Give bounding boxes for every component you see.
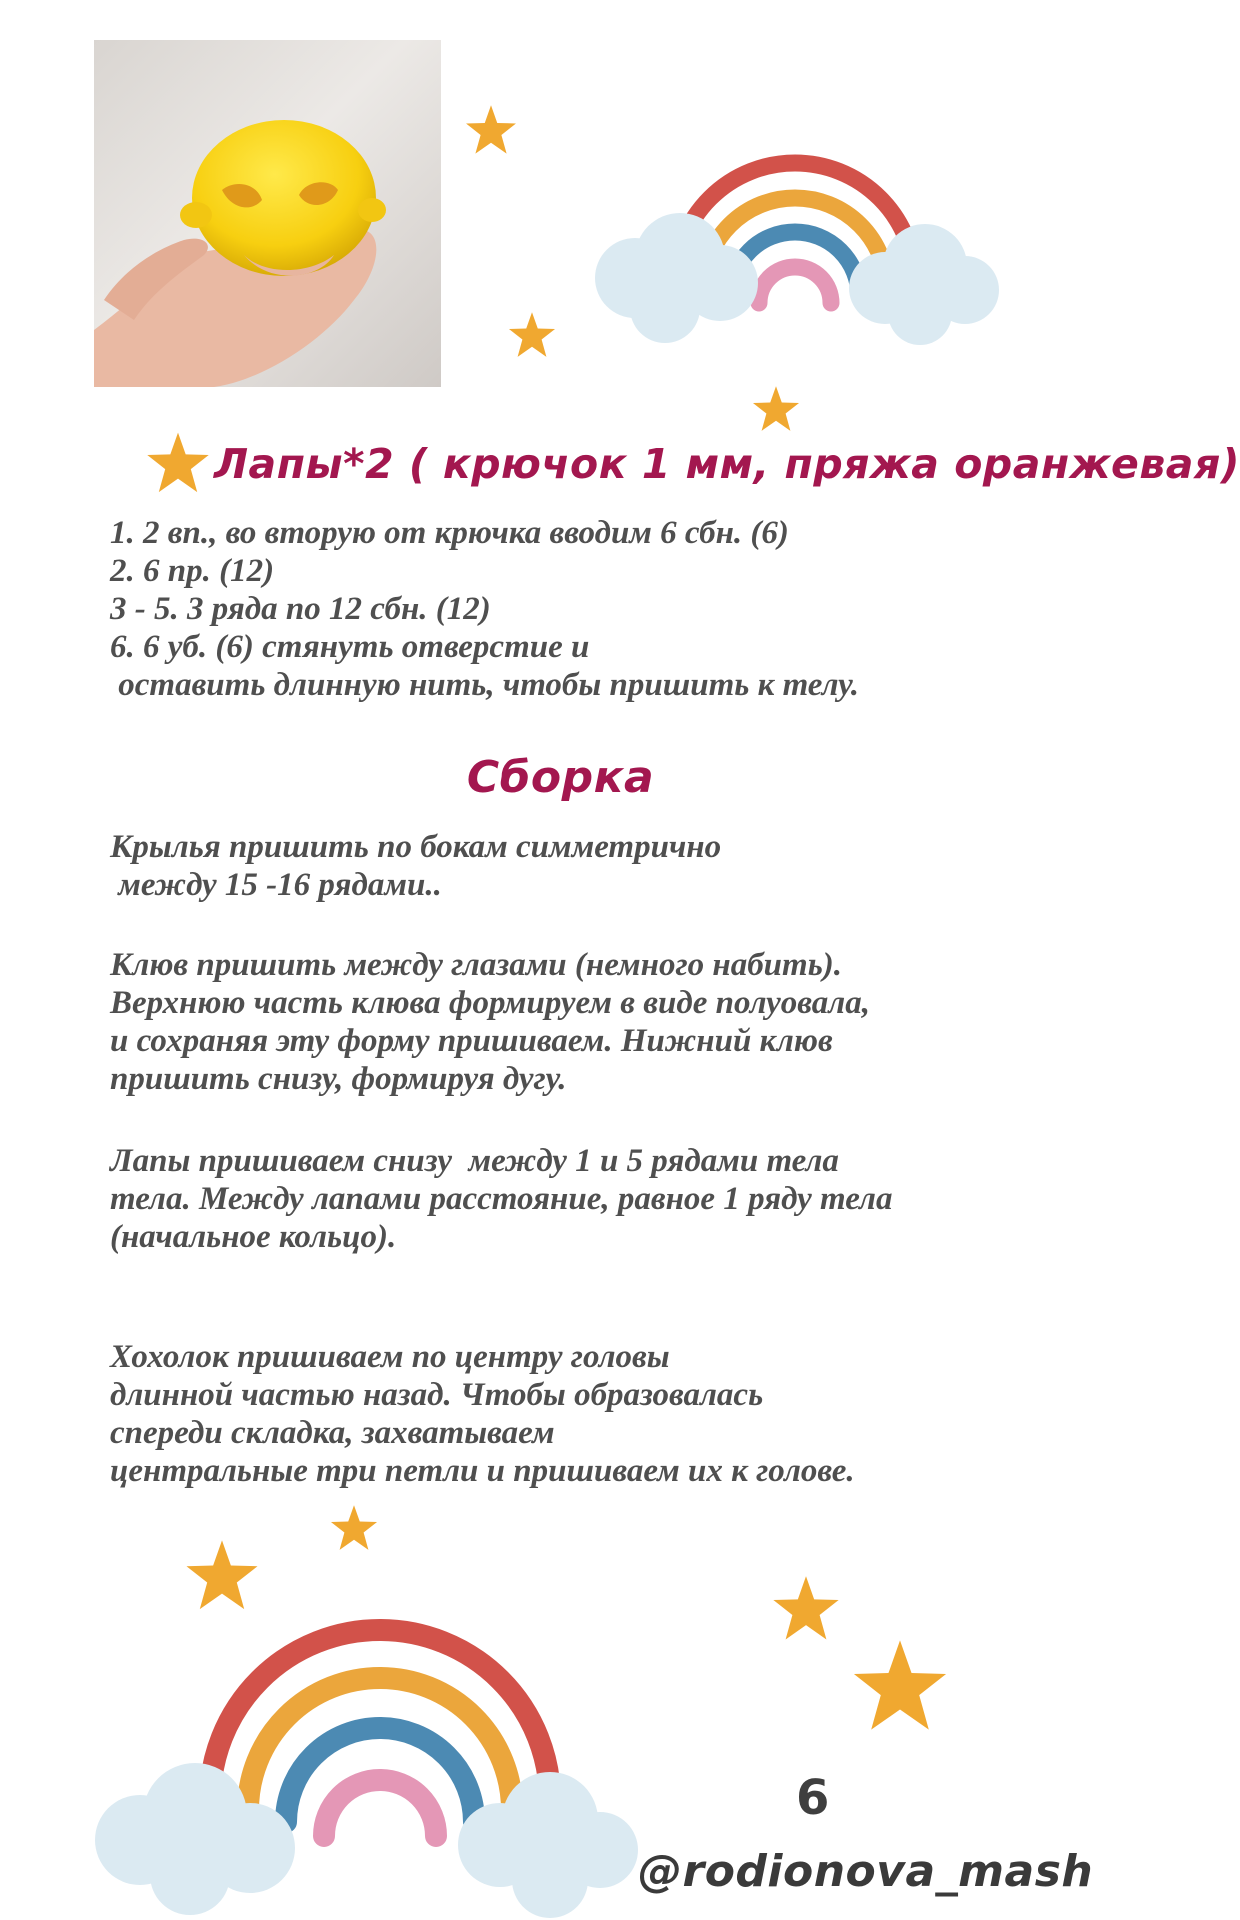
paragraph-line: тела. Между лапами расстояние, равное 1 ряду тела	[110, 1181, 893, 1217]
rainbow-arc-pink	[759, 267, 831, 303]
chick-photo-illustration	[94, 40, 441, 387]
star-icon	[185, 1540, 259, 1611]
page-number: 6	[796, 1770, 830, 1826]
paragraph-line: Крылья пришить по бокам симметрично	[110, 829, 722, 865]
star-icon	[772, 1576, 840, 1641]
paragraph-line: Хохолок пришиваем по центру головы	[110, 1339, 670, 1375]
legs-step-6: 6. 6 уб. (6) стянуть отверстие и	[110, 629, 590, 665]
legs-instructions	[110, 514, 859, 704]
paragraph-line: центральные три петли и пришиваем их к голове.	[110, 1453, 855, 1489]
star-icon	[508, 312, 556, 358]
legs-step-2: 2. 6 пр. (12)	[110, 553, 275, 589]
assembly-paragraph-crest	[110, 1338, 855, 1490]
star-icon	[330, 1505, 378, 1551]
assembly-section-title: Сборка	[466, 752, 655, 803]
star-icon	[465, 105, 517, 155]
bullet-star-icon	[146, 432, 210, 494]
left-cloud	[95, 1763, 295, 1915]
paragraph-line: Верхнюю часть клюва формируем в виде полуовала,	[110, 985, 870, 1021]
legs-step-1: 1. 2 вп., во вторую от крючка вводим 6 сбн. (6)	[110, 515, 789, 551]
rainbow-arc-pink	[324, 1780, 436, 1836]
paragraph-line: длинной частью назад. Чтобы образовалась	[110, 1377, 764, 1413]
paragraph-line: Лапы пришиваем снизу между 1 и 5 рядами тела	[110, 1143, 839, 1179]
author-handle: @rodionova_mash	[638, 1846, 1094, 1897]
paragraph-line: между 15 -16 рядами..	[110, 867, 442, 903]
star-icon	[852, 1640, 948, 1732]
top-rainbow	[585, 108, 1005, 348]
paragraph-line: Клюв пришить между глазами (немного набить).	[110, 947, 843, 983]
assembly-paragraph-legs	[110, 1142, 892, 1256]
legs-section-title: Лапы*2 ( крючок 1 мм, пряжа оранжевая)	[214, 440, 1240, 488]
legs-step-6-continued: оставить длинную нить, чтобы пришить к телу.	[110, 667, 859, 703]
star-icon	[752, 386, 800, 432]
assembly-paragraph-wings	[110, 828, 721, 904]
paragraph-line: (начальное кольцо).	[110, 1219, 397, 1255]
paragraph-line: спереди складка, захватываем	[110, 1415, 555, 1451]
legs-step-3-5: 3 - 5. 3 ряда по 12 сбн. (12)	[110, 591, 491, 627]
right-cloud	[458, 1772, 638, 1918]
bottom-rainbow	[110, 1600, 630, 1910]
chick-photo	[94, 40, 441, 387]
paragraph-line: пришить снизу, формируя дугу.	[110, 1061, 567, 1097]
assembly-paragraph-beak	[110, 946, 870, 1098]
paragraph-line: и сохраняя эту форму пришиваем. Нижний клюв	[110, 1023, 833, 1059]
